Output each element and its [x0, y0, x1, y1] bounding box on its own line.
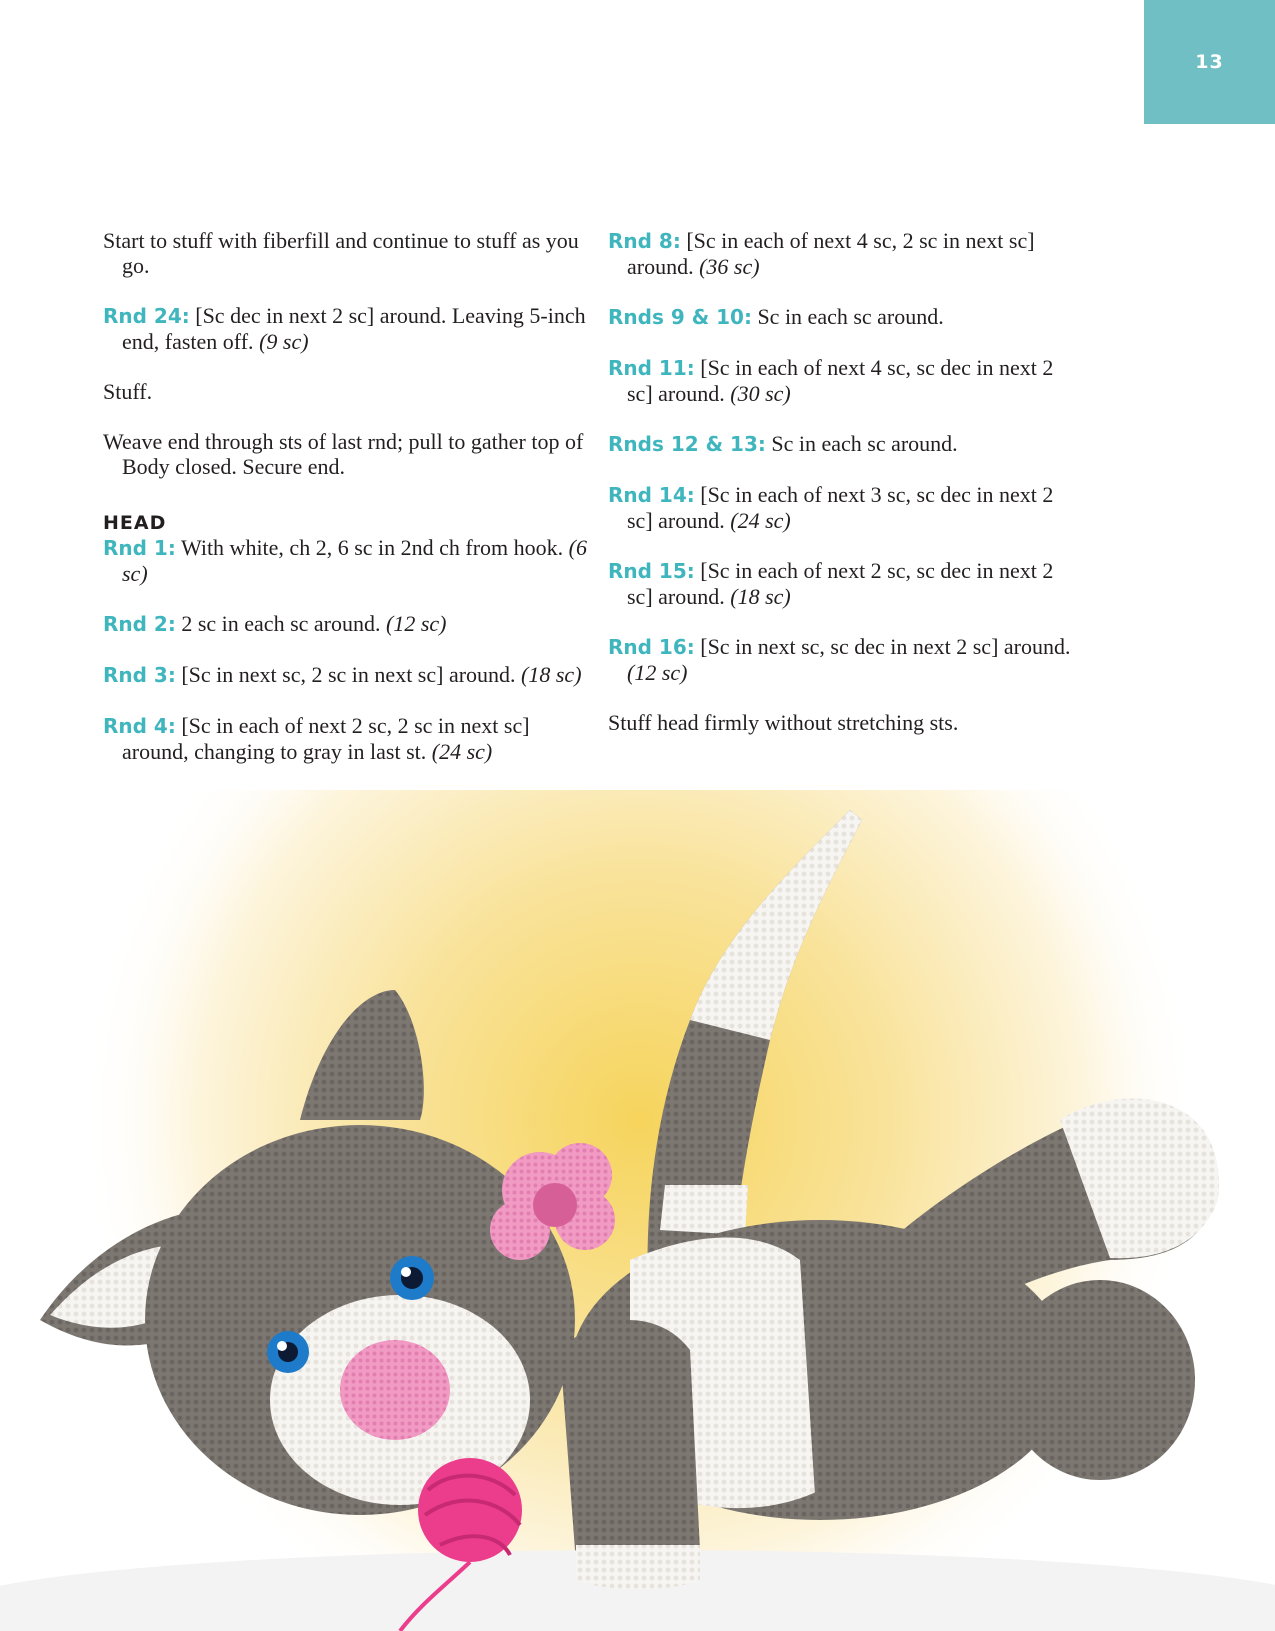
round-label: Rnd 3: [103, 663, 176, 687]
round-instruction: Rnd 1: With white, ch 2, 6 sc in 2nd ch from hook. (6 sc) [103, 535, 587, 586]
instruction-paragraph: Stuff head firmly without stretching sts. [608, 710, 959, 735]
round-label: Rnd 24: [103, 304, 190, 328]
stitch-count: (30 sc) [730, 381, 791, 406]
stitch-count: (12 sc) [386, 611, 447, 636]
round-instruction: Rnd 8: [Sc in each of next 4 sc, 2 sc in next sc] around. (36 sc) [608, 228, 1035, 279]
stitch-count: (18 sc) [521, 662, 582, 687]
round-instruction: Rnd 14: [Sc in each of next 3 sc, sc dec in next 2 sc] around. (24 sc) [608, 482, 1054, 533]
stitch-count: (18 sc) [730, 584, 791, 609]
round-label: Rnd 11: [608, 356, 695, 380]
round-label: Rnds 12 & 13: [608, 432, 766, 456]
round-instruction: Rnd 16: [Sc in next sc, sc dec in next 2 sc] around. (12 sc) [608, 634, 1071, 685]
stitch-count: (6 sc) [122, 535, 587, 586]
round-instruction: Rnd 15: [Sc in each of next 2 sc, sc dec in next 2 sc] around. (18 sc) [608, 558, 1054, 609]
round-instruction: Rnd 24: [Sc dec in next 2 sc] around. Leaving 5-inch end, fasten off. (9 sc) [103, 303, 586, 354]
stitch-count: (9 sc) [259, 329, 309, 354]
round-instruction: Rnd 3: [Sc in next sc, 2 sc in next sc] around. (18 sc) [103, 662, 582, 687]
round-instruction: Rnds 9 & 10: Sc in each sc around. [608, 304, 944, 329]
cat-front-leg [560, 1320, 700, 1589]
stitch-count: (24 sc) [730, 508, 791, 533]
stitch-count: (12 sc) [627, 660, 688, 685]
round-label: Rnd 8: [608, 229, 681, 253]
instruction-paragraph: Stuff. [103, 379, 153, 404]
instruction-paragraph: Start to stuff with fiberfill and continue to stuff as you go. [103, 228, 579, 278]
stitch-count: (24 sc) [431, 739, 493, 764]
round-label: Rnd 14: [608, 483, 695, 507]
round-label: Rnd 2: [103, 612, 176, 636]
right-column [608, 228, 1078, 760]
page-number: 13 [1195, 51, 1224, 73]
round-label: Rnd 1: [103, 536, 176, 560]
round-instruction: Rnds 12 & 13: Sc in each sc around. [608, 431, 958, 456]
instruction-paragraph: Weave end through sts of last rnd; pull to gather top of Body closed. Secure end. [103, 429, 584, 479]
page-number-tab [1144, 0, 1275, 124]
round-instruction: Rnd 2: 2 sc in each sc around. (12 sc) [103, 611, 447, 636]
round-label: Rnd 15: [608, 559, 695, 583]
round-label: Rnd 16: [608, 635, 695, 659]
round-instruction: Rnd 11: [Sc in each of next 4 sc, sc dec in next 2 sc] around. (30 sc) [608, 355, 1054, 406]
round-label: Rnd 4: [103, 714, 176, 738]
crochet-cat-photo [0, 790, 1275, 1631]
section-heading-head: HEAD [103, 512, 167, 534]
round-label: Rnds 9 & 10: [608, 305, 752, 329]
round-instruction: Rnd 4: [Sc in each of next 2 sc, 2 sc in next sc] around, changing to gray in last st. (24 sc) [103, 713, 530, 764]
stitch-count: (36 sc) [699, 254, 760, 279]
